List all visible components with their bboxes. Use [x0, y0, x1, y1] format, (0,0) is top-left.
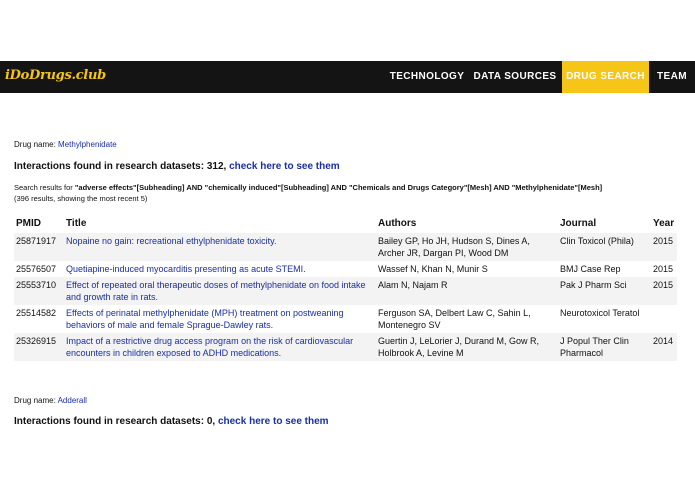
- article-title-link[interactable]: Nopaine no gain: recreational ethylphenidate toxicity.: [66, 236, 277, 246]
- header-authors: Authors: [378, 217, 417, 229]
- cell-authors: Alam N, Najam R: [376, 277, 558, 305]
- see-interactions-link-2[interactable]: check here to see them: [217, 416, 329, 427]
- drug-name-line-2: [14, 396, 87, 405]
- cell-authors: Wassef N, Khan N, Munir S: [378, 264, 488, 274]
- header-title: Title: [66, 217, 87, 229]
- cell-journal: Neurotoxicol Teratol: [560, 308, 640, 318]
- results-count: (396 results, showing the most recent 5): [14, 194, 148, 203]
- header-journal: Journal: [560, 217, 597, 229]
- table-header-row: [14, 213, 677, 233]
- cell-pmid: 25326915: [14, 333, 64, 361]
- brand-logo[interactable]: iDoDrugs.club: [5, 68, 106, 83]
- nav-technology[interactable]: TECHNOLOGY: [389, 71, 465, 82]
- article-title-link[interactable]: Quetiapine-induced myocarditis presenting as acute STEMI.: [66, 264, 306, 274]
- cell-journal: J Popul Ther Clin Pharmacol: [558, 333, 651, 361]
- interactions-summary: [14, 161, 340, 172]
- cell-year: 2015: [651, 233, 677, 261]
- nav-drug-search[interactable]: DRUG SEARCH: [562, 61, 649, 93]
- interactions-count-text: Interactions found in research datasets: 312,: [14, 161, 227, 172]
- cell-pmid: 25514582: [16, 308, 57, 318]
- cell-authors: Bailey GP, Ho JH, Hudson S, Dines A, Archer JR, Dargan PI, Wood DM: [376, 233, 558, 261]
- drug-name-label: Drug name:: [14, 140, 56, 149]
- article-title-link[interactable]: Effects of perinatal methylphenidate (MPH) treatment on postweaning behaviors of male and female Sprague-Dawley rats.: [66, 308, 344, 330]
- cell-year: 2015: [653, 264, 674, 274]
- article-title-link[interactable]: Impact of a restrictive drug access program on the risk of cardiovascular encounters in children exposed to ADHD medications.: [66, 336, 354, 358]
- cell-year: 2015: [651, 277, 677, 305]
- drug-name-link[interactable]: Methylphenidate: [58, 140, 117, 149]
- header-year: Year: [653, 217, 675, 229]
- table-row: [14, 305, 677, 333]
- cell-pmid: 25553710: [14, 277, 64, 305]
- cell-authors: Guertin J, LeLorier J, Durand M, Gow R, Holbrook A, Levine M: [376, 333, 558, 361]
- interactions-summary-2: [14, 416, 329, 427]
- search-prefix: Search results for: [14, 183, 73, 192]
- cell-year: 2014: [651, 333, 677, 361]
- search-query: "adverse effects"[Subheading] AND "chemically induced"[Subheading] AND "Chemicals and Drugs Category"[Mesh] AND "Methylphenidate"[Mesh]: [74, 183, 603, 192]
- cell-year: [651, 305, 677, 333]
- nav-data-sources[interactable]: DATA SOURCES: [473, 71, 557, 82]
- cell-journal: BMJ Case Rep: [560, 264, 621, 274]
- cell-authors: Ferguson SA, Delbert Law C, Sahin L, Montenegro SV: [378, 308, 531, 330]
- results-table: [14, 213, 677, 361]
- see-interactions-link[interactable]: check here to see them: [229, 161, 340, 172]
- cell-journal: Pak J Pharm Sci: [558, 277, 651, 305]
- interactions-count-text-2: Interactions found in research datasets: 0,: [14, 416, 216, 427]
- article-title-link[interactable]: Effect of repeated oral therapeutic doses of methylphenidate on food intake and growth rate in rats.: [66, 280, 366, 302]
- table-row: [14, 261, 677, 277]
- drug-name-link-2[interactable]: Adderall: [57, 396, 87, 405]
- top-navbar: [0, 61, 695, 93]
- table-row: [14, 277, 677, 305]
- nav-team[interactable]: TEAM: [657, 71, 687, 82]
- drug-name-line: [14, 140, 117, 149]
- cell-pmid: 25871917: [14, 233, 64, 261]
- drug-name-label-2: Drug name:: [14, 396, 56, 405]
- header-pmid: PMID: [16, 217, 41, 229]
- cell-journal: Clin Toxicol (Phila): [558, 233, 651, 261]
- table-row: [14, 233, 677, 261]
- cell-pmid: 25576507: [16, 264, 57, 274]
- table-row: [14, 333, 677, 361]
- search-description: [14, 183, 602, 192]
